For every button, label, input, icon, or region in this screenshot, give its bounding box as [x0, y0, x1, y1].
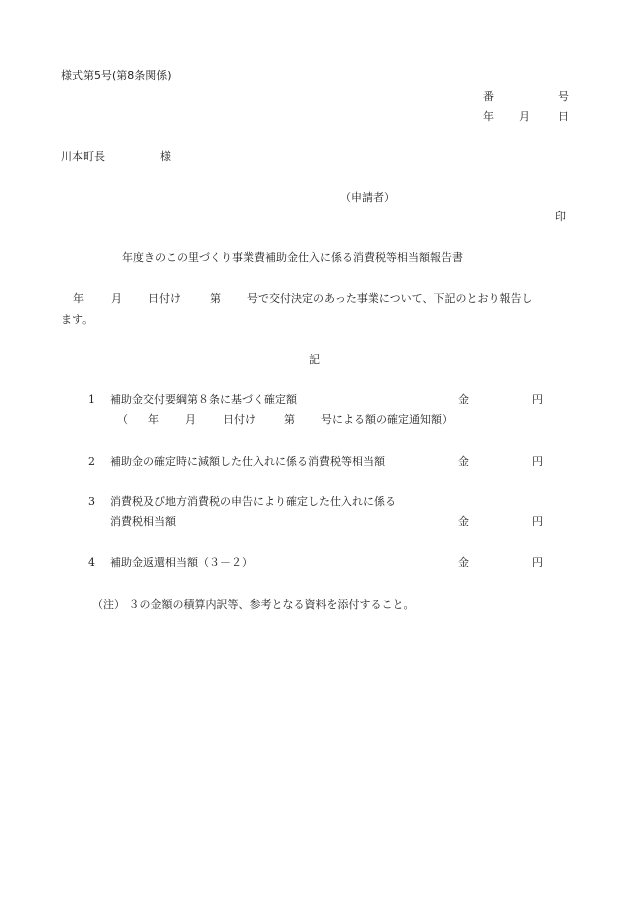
- item-3-en: 円: [532, 515, 543, 528]
- document-title: 年度きのこの里づくり事業費補助金仕入に係る消費税等相当額報告書: [122, 251, 463, 264]
- item-1-number: 1: [88, 393, 95, 406]
- item-4-number: 4: [88, 556, 95, 569]
- number-suffix: 号: [558, 90, 569, 103]
- date-day-label: 日: [558, 110, 569, 123]
- item-4-label: 補助金返還相当額（３－２）: [110, 556, 253, 569]
- item-1-sub-day: 日付け: [223, 413, 256, 426]
- addressee-honorific: 様: [160, 150, 171, 163]
- item-2-number: 2: [88, 455, 95, 468]
- note-text: （注） ３の金額の積算内訳等、参考となる資料を添付すること。: [92, 598, 415, 611]
- item-4-en: 円: [532, 556, 543, 569]
- ki-heading: 記: [309, 353, 320, 366]
- item-2-kin: 金: [458, 455, 469, 468]
- number-label: 番: [483, 90, 494, 103]
- intro-day: 日付け: [148, 292, 181, 305]
- intro-dai: 第: [210, 292, 221, 305]
- intro-rest: 号で交付決定のあった事業について、下記のとおり報告し: [247, 292, 533, 305]
- item-2-en: 円: [532, 455, 543, 468]
- intro-year: 年: [73, 292, 84, 305]
- item-3-kin: 金: [458, 515, 469, 528]
- item-1-sub-dai: 第: [284, 413, 295, 426]
- item-1-sub-paren: （: [117, 413, 128, 426]
- addressee-name: 川本町長: [61, 150, 105, 163]
- date-month-label: 月: [519, 110, 530, 123]
- item-1-sub-rest: 号による額の確定通知額）: [321, 413, 453, 426]
- item-4-kin: 金: [458, 556, 469, 569]
- intro-month: 月: [111, 292, 122, 305]
- seal-mark: 印: [555, 210, 566, 223]
- item-1-sub-month: 月: [185, 413, 196, 426]
- item-3-number: 3: [88, 495, 95, 508]
- intro-line2: ます。: [61, 313, 94, 326]
- item-2-label: 補助金の確定時に減額した仕入れに係る消費税等相当額: [110, 455, 385, 468]
- date-year-label: 年: [483, 110, 494, 123]
- form-number: 様式第5号(第8条関係): [61, 69, 172, 82]
- item-1-kin: 金: [458, 393, 469, 406]
- applicant-label: （申請者）: [340, 191, 395, 204]
- item-1-sub-year: 年: [148, 413, 159, 426]
- item-3-label: 消費税及び地方消費税の申告により確定した仕入れに係る: [110, 495, 396, 508]
- item-3-label-line2: 消費税相当額: [110, 515, 176, 528]
- item-1-en: 円: [532, 393, 543, 406]
- item-1-label: 補助金交付要綱第８条に基づく確定額: [110, 393, 297, 406]
